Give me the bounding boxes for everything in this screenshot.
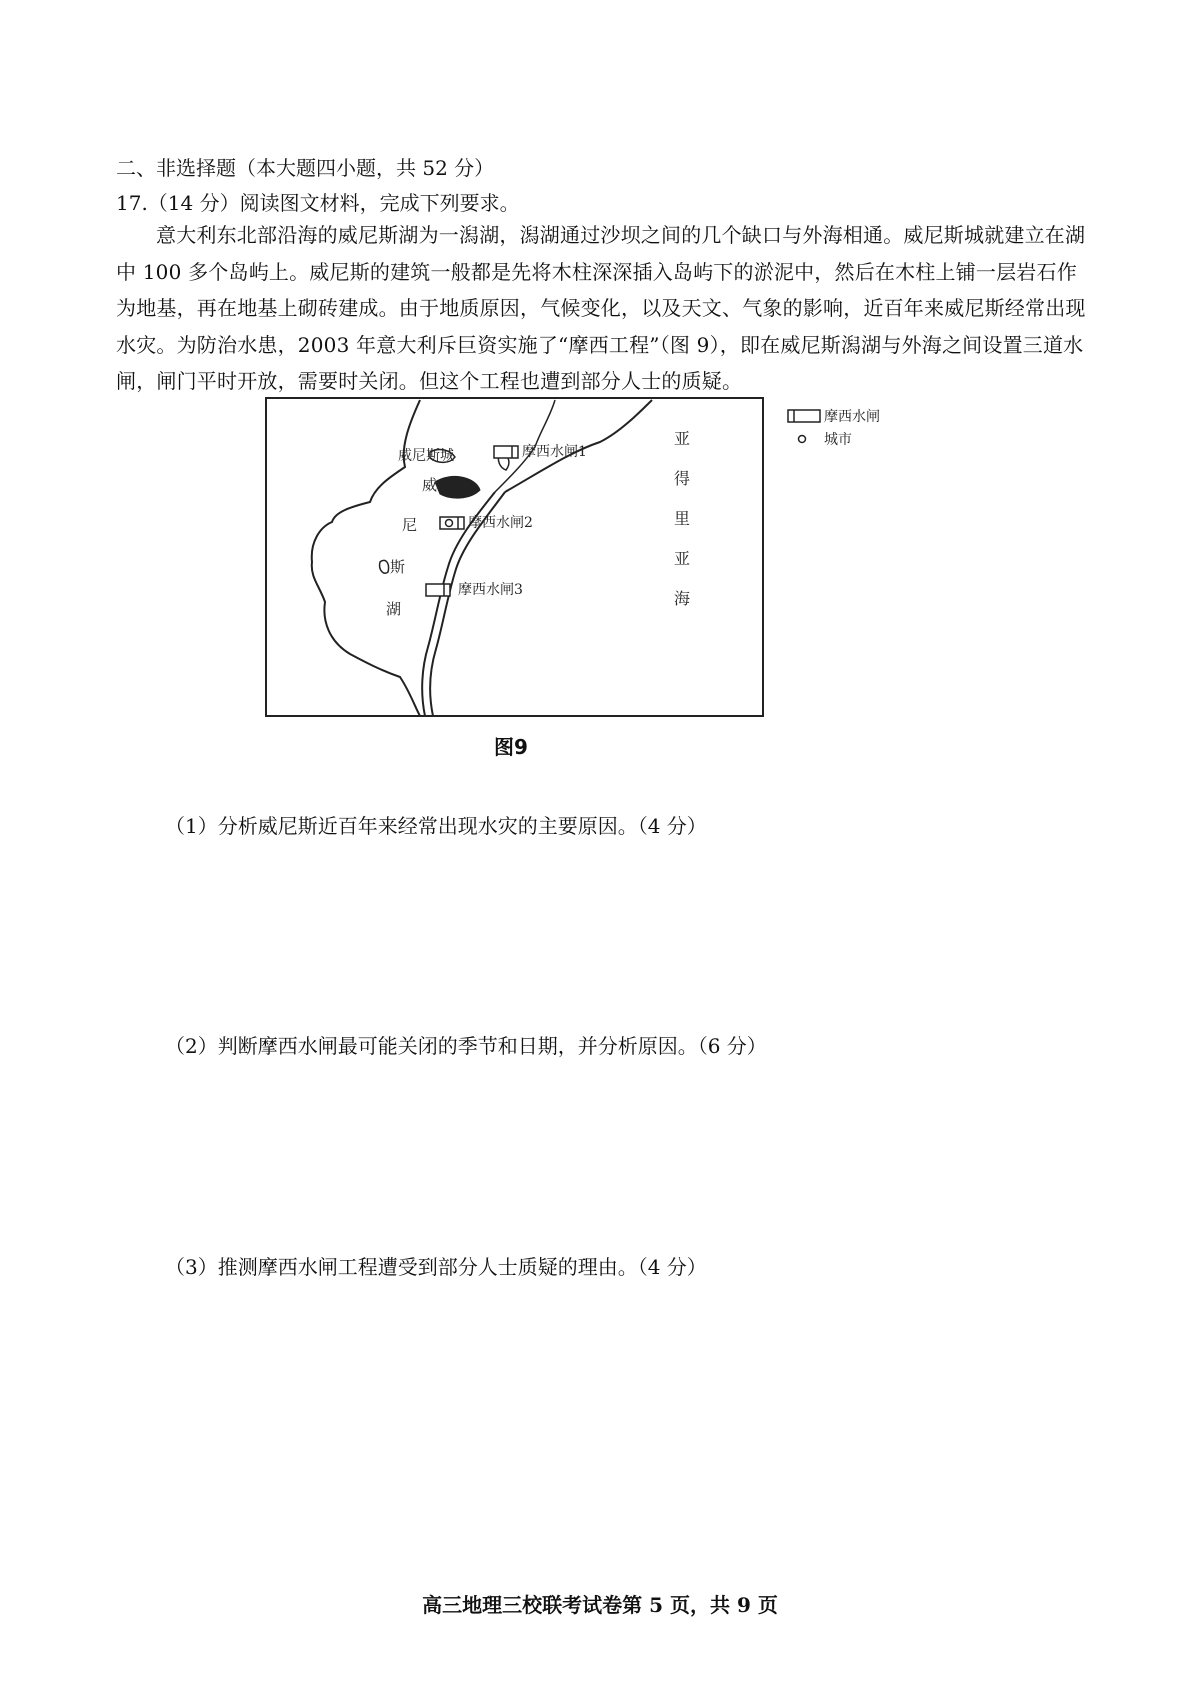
sub-question-2: （2）判断摩西水闸最可能关闭的季节和日期，并分析原因。（6 分） xyxy=(165,1034,767,1058)
lake-char: 斯 xyxy=(390,558,406,576)
legend-city-label: 城市 xyxy=(824,432,852,448)
lake-char: 湖 xyxy=(386,600,402,618)
page-footer: 高三地理三校联考试卷第 5 页，共 9 页 xyxy=(422,1593,778,1617)
sea-char: 亚 xyxy=(674,549,691,568)
sub-question-3: （3）推测摩西水闸工程遭受到部分人士质疑的理由。（4 分） xyxy=(165,1255,707,1279)
city-marker xyxy=(446,520,453,527)
gate-2-label: 摩西水闸2 xyxy=(468,515,533,531)
sea-char: 里 xyxy=(674,509,691,528)
gate-3-label: 摩西水闸3 xyxy=(458,582,523,598)
sea-char: 亚 xyxy=(674,429,691,448)
gate-3-icon xyxy=(426,584,450,596)
figure-caption: 图9 xyxy=(494,735,528,759)
sea-char: 海 xyxy=(674,589,691,608)
legend-gate-icon xyxy=(788,410,820,422)
island xyxy=(435,476,480,498)
lake-char: 威 xyxy=(422,476,438,494)
legend-gate-label: 摩西水闸 xyxy=(824,409,880,425)
island xyxy=(380,560,389,573)
gate-1-label: 摩西水闸1 xyxy=(522,444,587,460)
sea-char: 得 xyxy=(674,469,691,488)
city-label: 威尼斯城 xyxy=(398,448,454,464)
lake-char: 尼 xyxy=(402,516,418,534)
gate-1-icon xyxy=(494,446,518,458)
figure-9-map xyxy=(250,392,950,722)
legend-city-icon xyxy=(799,436,806,443)
sub-question-1: （1）分析威尼斯近百年来经常出现水灾的主要原因。（4 分） xyxy=(165,814,707,838)
question-header: 17.（14 分）阅读图文材料，完成下列要求。 xyxy=(116,191,520,215)
material-paragraph: 意大利东北部沿海的威尼斯湖为一潟湖，潟湖通过沙坝之间的几个缺口与外海相通。威尼斯城就建立在湖中 100 多个岛屿上。威尼斯的建筑一般都是先将木柱深深插入岛屿下的淤泥中，然后在木柱上铺一层岩石作为地基，再在地基上砌砖建成。由于地质原因，气候变化，以及天文、气象的影响，近百年来威尼斯经常出现水灾。为防治水患，2003 年意大利斥巨资实施了“摩西工程”（图 9），即在威尼斯潟湖与外海之间设置三道水闸，闸门平时开放，需要时关闭。但这个工程也遭到部分人士的质疑。 xyxy=(116,223,1086,393)
section-title: 二、非选择题（本大题四小题，共 52 分） xyxy=(116,156,495,180)
